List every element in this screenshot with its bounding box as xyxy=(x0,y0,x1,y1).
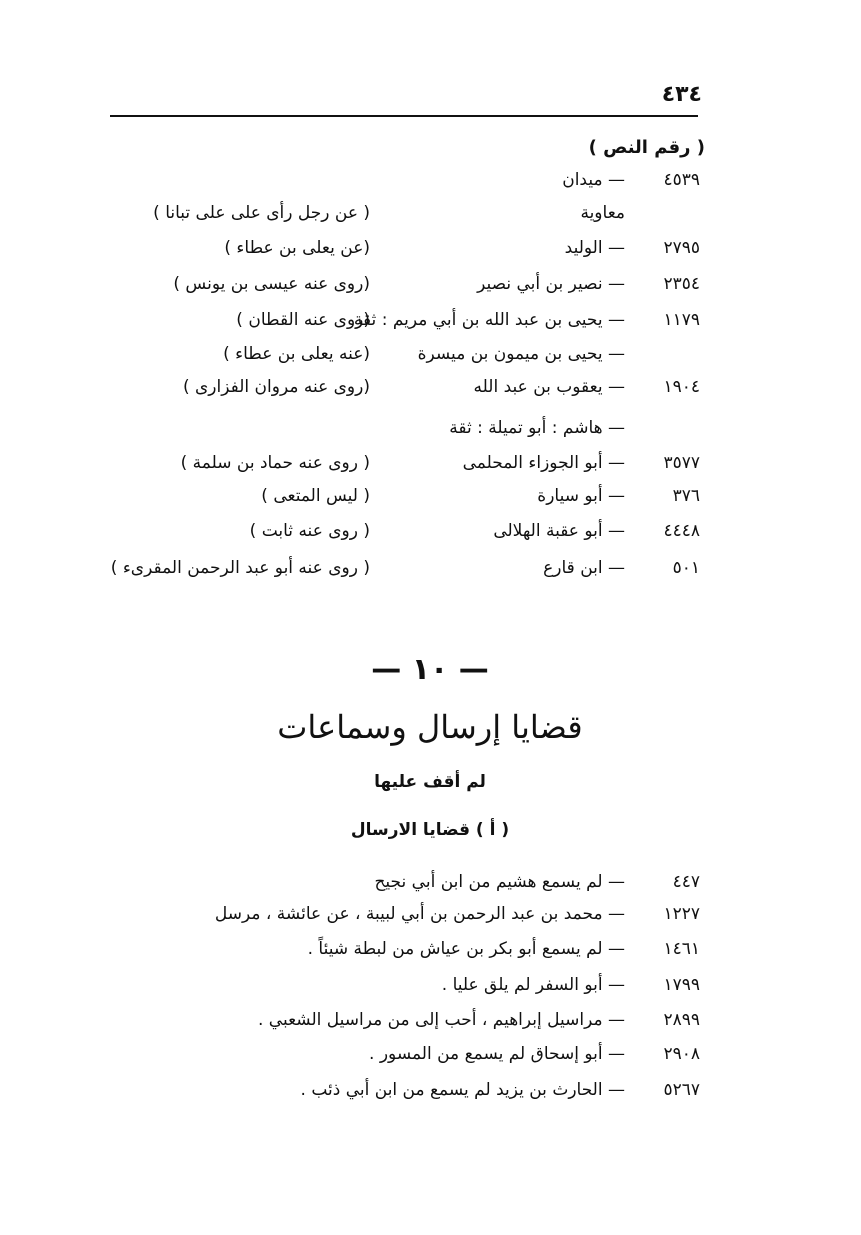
entry-note: (روى عنه مروان الفزارى ) xyxy=(182,377,370,397)
item-number: ٤٤٧ xyxy=(672,872,700,892)
subsection-heading: ( أ ) قضايا الارسال xyxy=(350,820,510,840)
entry-number: ١٩٠٤ xyxy=(663,377,700,397)
entry-name: — نصير بن أبي نصير xyxy=(477,274,625,294)
entry-number: ٤٥٣٩ xyxy=(663,170,700,190)
entry-number: ٣٥٧٧ xyxy=(663,453,700,473)
item-text: — لم يسمع أبو بكر بن عياش من لبطة شيئاً . xyxy=(307,939,625,959)
item-text: — الحارث بن يزيد لم يسمع من ابن أبي ذئب . xyxy=(300,1080,625,1100)
list-item xyxy=(110,872,700,904)
list-item xyxy=(110,975,700,1007)
entry-number: ٢٣٥٤ xyxy=(663,274,700,294)
list-item xyxy=(110,521,700,551)
list-item xyxy=(110,486,700,516)
entry-note: ( روى عنه حماد بن سلمة ) xyxy=(180,453,370,473)
item-number: ١٤٦١ xyxy=(663,939,700,959)
entry-name: — أبو عقبة الهلالى xyxy=(493,521,625,541)
entry-note: ( ليس المتعى ) xyxy=(261,486,370,506)
list-item xyxy=(110,1080,700,1112)
list-item xyxy=(110,558,700,588)
list-item xyxy=(110,939,700,971)
entry-note: ( روى عنه ثابت ) xyxy=(249,521,370,541)
list-item xyxy=(110,344,700,374)
entry-name: — الوليد xyxy=(564,238,625,258)
entry-note: (عنه يعلى بن عطاء ) xyxy=(223,344,370,364)
entry-note: ( روى عنه أبو عبد الرحمن المقرىء ) xyxy=(110,558,370,578)
list-item xyxy=(110,377,700,407)
item-number: ١٢٢٧ xyxy=(663,904,700,924)
item-text: — أبو إسحاق لم يسمع من المسور . xyxy=(369,1044,625,1064)
entry-name: — يحيى بن عبد الله بن أبي مريم : ثقة xyxy=(353,310,625,330)
list-item xyxy=(110,904,700,936)
list-item xyxy=(110,1044,700,1076)
list-item xyxy=(110,203,700,233)
list-item xyxy=(110,274,700,304)
entry-name: — أبو الجوزاء المحلمى xyxy=(462,453,625,473)
list-item xyxy=(110,310,700,340)
item-number: ٢٨٩٩ xyxy=(663,1010,700,1030)
list-item xyxy=(110,453,700,483)
entry-name: — ابن قارع xyxy=(543,558,625,578)
section-number: — ١٠ — xyxy=(371,652,489,687)
list-item xyxy=(110,1010,700,1042)
entry-number: ٤٤٤٨ xyxy=(663,521,700,541)
entry-name: — هاشم : أبو تميلة : ثقة xyxy=(449,418,625,438)
entry-name: — أبو سيارة xyxy=(537,486,625,506)
item-text: — أبو السفر لم يلق عليا . xyxy=(441,975,625,995)
entry-note: (عن يعلى بن عطاء ) xyxy=(224,238,370,258)
item-text: — محمد بن عبد الرحمن بن أبي لبيبة ، عن عائشة ، مرسل xyxy=(214,904,625,924)
entry-number: ١١٧٩ xyxy=(663,310,700,330)
entry-note: ( عن رجل رأى على على تبانا ) xyxy=(153,203,370,223)
entry-name: — ميدان xyxy=(562,170,625,190)
entry-name: معاوية xyxy=(580,203,625,223)
list-item xyxy=(110,170,700,200)
entry-name: — يعقوب بن عبد الله xyxy=(473,377,625,397)
item-number: ٢٩٠٨ xyxy=(663,1044,700,1064)
item-number: ٥٢٦٧ xyxy=(663,1080,700,1100)
entry-number: ٣٧٦ xyxy=(672,486,700,506)
item-text: — لم يسمع هشيم من ابن أبي نجيح xyxy=(374,872,625,892)
header-rule xyxy=(110,115,698,117)
entry-note: (روى عنه القطان ) xyxy=(236,310,370,330)
entry-note: (روى عنه عيسى بن يونس ) xyxy=(173,274,370,294)
list-item xyxy=(110,238,700,268)
item-number: ١٧٩٩ xyxy=(663,975,700,995)
list-item xyxy=(110,418,700,448)
entry-number: ٥٠١ xyxy=(672,558,700,578)
section-subtitle: لم أقف عليها xyxy=(374,772,486,792)
page-number: ٤٣٤ xyxy=(661,82,702,107)
item-text: — مراسيل إبراهيم ، أحب إلى من مراسيل الشعبي . xyxy=(257,1010,625,1030)
entry-number: ٢٧٩٥ xyxy=(663,238,700,258)
column-label: ( رقم النص ) xyxy=(588,137,705,158)
section-title: قضايا إرسال وسماعات xyxy=(277,708,583,746)
entry-name: — يحيى بن ميمون بن ميسرة xyxy=(417,344,625,364)
